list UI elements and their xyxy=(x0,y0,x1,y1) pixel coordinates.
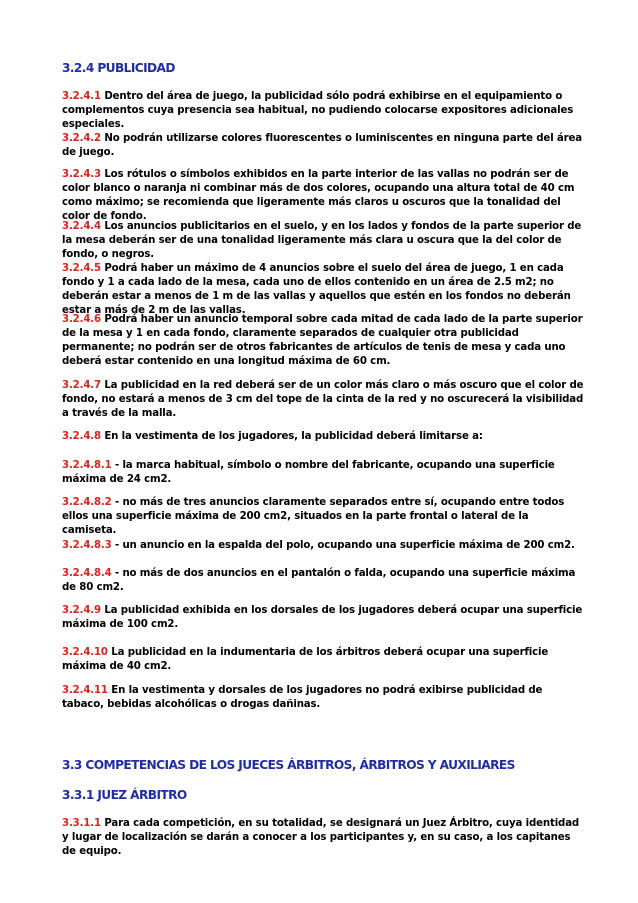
clause-text: - la marca habitual, símbolo o nombre del fabricante, ocupando una superficie máxima de 24 cm2. xyxy=(62,460,555,485)
clause-number: 3.2.4.8 xyxy=(62,431,101,442)
paragraph-3-2-4-8-3 xyxy=(62,539,584,553)
clause-number: 3.2.4.8.3 xyxy=(62,540,112,551)
paragraph-3-2-4-3 xyxy=(62,168,584,224)
clause-text: - un anuncio en la espalda del polo, ocupando una superficie máxima de 200 cm2. xyxy=(111,540,575,551)
clause-text: Podrá haber un anuncio temporal sobre cada mitad de cada lado de la parte superior de la mesa y 1 en cada fondo, claramente separados de cualquier otra publicidad permanente; no podrán ser de otros fabricantes de artículos de tenis de mesa y cada uno deberá estar contenido en una longitud máxima de 60 cm. xyxy=(62,314,583,367)
clause-text: La publicidad en la indumentaria de los árbitros deberá ocupar una superficie máxima de 40 cm2. xyxy=(62,647,549,672)
paragraph-3-3-1-1 xyxy=(62,817,584,859)
clause-number: 3.2.4.9 xyxy=(62,605,101,616)
section-heading-competencias: 3.3 COMPETENCIAS DE LOS JUECES ÁRBITROS, ÁRBITROS Y AUXILIARES xyxy=(62,758,515,772)
clause-number: 3.2.4.5 xyxy=(62,263,101,274)
paragraph-3-2-4-6 xyxy=(62,313,584,369)
clause-text: Dentro del área de juego, la publicidad sólo podrá exhibirse en el equipamiento o complementos cuya presencia sea habitual, no pudiendo colocarse expositores adicionales especiales. xyxy=(62,91,574,130)
section-heading-juez-arbitro: 3.3.1 JUEZ ÁRBITRO xyxy=(62,788,187,802)
clause-text: Para cada competición, en su totalidad, se designará un Juez Árbitro, cuya identidad y lugar de localización se darán a conocer a los participantes y, en su caso, a los capitanes de equipo. xyxy=(62,818,580,857)
clause-number: 3.2.4.8.1 xyxy=(62,460,112,471)
clause-number: 3.2.4.4 xyxy=(62,221,101,232)
clause-text: - no más de tres anuncios claramente separados entre sí, ocupando entre todos ellos una superficie máxima de 200 cm2, situados en la parte frontal o lateral de la camiseta. xyxy=(62,497,565,536)
paragraph-3-2-4-9 xyxy=(62,604,584,632)
clause-text: Podrá haber un máximo de 4 anuncios sobre el suelo del área de juego, 1 en cada fondo y 1 a cada lado de la mesa, cada uno de ellos contenido en un área de 2.5 m2; no deberán estar a menos de 1 m de las vallas y aquellos que estén en los fondos no deberán estar a más de 2 m de las vallas. xyxy=(62,263,571,316)
paragraph-3-2-4-8-2 xyxy=(62,496,584,538)
clause-number: 3.2.4.2 xyxy=(62,133,101,144)
clause-text: Los rótulos o símbolos exhibidos en la parte interior de las vallas no podrán ser de color blanco o naranja ni combinar más de dos colores, ocupando una altura total de 40 cm como máximo; se recomienda que ligeramente más claros u oscuros que la tonalidad del color de fondo. xyxy=(62,169,575,222)
clause-text: En la vestimenta y dorsales de los jugadores no podrá exibirse publicidad de tabaco, bebidas alcohólicas o drogas dañinas. xyxy=(62,685,543,710)
clause-number: 3.2.4.3 xyxy=(62,169,101,180)
section-heading-publicidad: 3.2.4 PUBLICIDAD xyxy=(62,61,175,75)
paragraph-3-2-4-10 xyxy=(62,646,584,674)
paragraph-3-2-4-7 xyxy=(62,379,584,421)
clause-number: 3.2.4.8.2 xyxy=(62,497,112,508)
clause-number: 3.3.1.1 xyxy=(62,818,101,829)
paragraph-3-2-4-11 xyxy=(62,684,584,712)
paragraph-3-2-4-8 xyxy=(62,430,584,444)
paragraph-3-2-4-2 xyxy=(62,132,584,160)
paragraph-3-2-4-8-1 xyxy=(62,459,584,487)
paragraph-3-2-4-1 xyxy=(62,90,584,132)
paragraph-3-2-4-4 xyxy=(62,220,584,262)
clause-text: La publicidad exhibida en los dorsales de los jugadores deberá ocupar una superficie máxima de 100 cm2. xyxy=(62,605,583,630)
clause-number: 3.2.4.6 xyxy=(62,314,101,325)
clause-text: La publicidad en la red deberá ser de un color más claro o más oscuro que el color de fondo, no estará a menos de 3 cm del tope de la cinta de la red y no oscurecerá la visibilidad a través de la malla. xyxy=(62,380,584,419)
clause-text: - no más de dos anuncios en el pantalón o falda, ocupando una superficie máxima de 80 cm2. xyxy=(62,568,576,593)
clause-number: 3.2.4.7 xyxy=(62,380,101,391)
clause-number: 3.2.4.1 xyxy=(62,91,101,102)
clause-text: No podrán utilizarse colores fluorescentes o luminiscentes en ninguna parte del área de juego. xyxy=(62,133,583,158)
clause-text: En la vestimenta de los jugadores, la publicidad deberá limitarse a: xyxy=(100,431,483,442)
clause-number: 3.2.4.11 xyxy=(62,685,108,696)
clause-text: Los anuncios publicitarios en el suelo, y en los lados y fondos de la parte superior de la mesa deberán ser de una tonalidad ligeramente más clara u oscura que la del color de fondo, o negros. xyxy=(62,221,582,260)
paragraph-3-2-4-5 xyxy=(62,262,584,318)
clause-number: 3.2.4.10 xyxy=(62,647,108,658)
clause-number: 3.2.4.8.4 xyxy=(62,568,112,579)
paragraph-3-2-4-8-4 xyxy=(62,567,584,595)
